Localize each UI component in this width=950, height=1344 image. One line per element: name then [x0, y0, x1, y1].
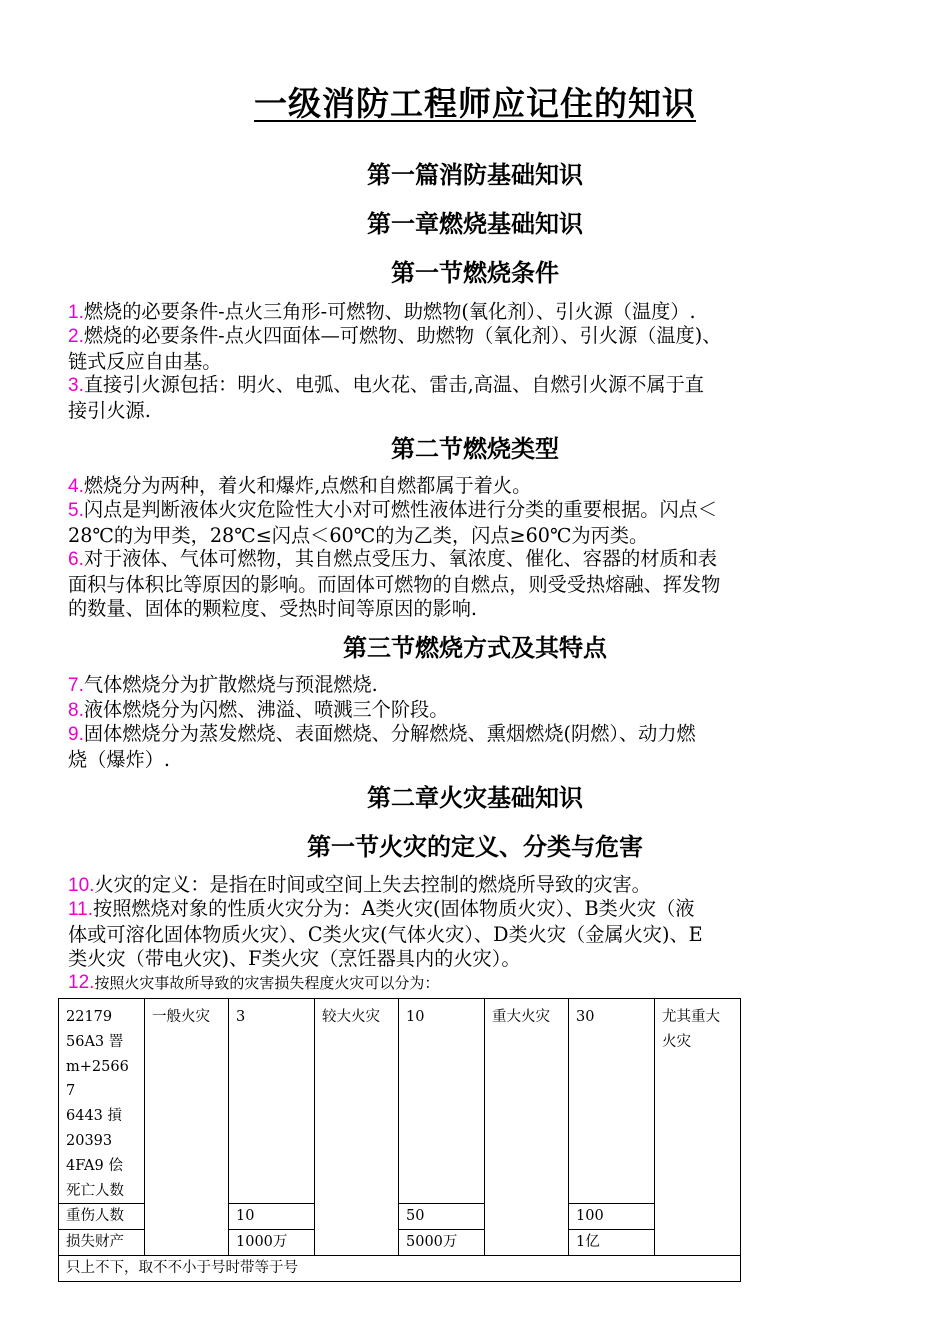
item-text-continued: 类火灾（带电火灾)、F类火灾（烹饪器具内的火灾）。 [68, 947, 521, 970]
list-item-2 [68, 324, 884, 374]
item-text-continued: 体或可溶化固体物质火灾）、C类火灾(气体火灾）、D类火灾（金属火灾)、E [68, 922, 703, 946]
list-item-12 [68, 971, 884, 995]
grade-larger: 较大火灾 [315, 999, 399, 1256]
item-text: 气体燃烧分为扩散燃烧与预混燃烧. [83, 673, 378, 696]
item-number: 6. [68, 549, 84, 570]
table-cell: 1亿 [569, 1230, 655, 1256]
fire-loss-grade-table [58, 998, 741, 1282]
property-loss-label: 损失财产 [59, 1230, 145, 1256]
list-item-1 [68, 300, 884, 326]
list-item-9 [68, 722, 884, 772]
section-1-1-heading: 第一节燃烧条件 [391, 259, 559, 287]
list-item-4 [68, 474, 884, 500]
chapter-2-heading: 第二章火灾基础知识 [367, 784, 583, 812]
table-cell: 30 [569, 999, 655, 1204]
table-cell: 3 [229, 999, 315, 1204]
grade-general: 一般火灾 [145, 999, 229, 1256]
item-number: 10. [68, 875, 95, 896]
list-item-11 [68, 897, 884, 972]
section-1-3-heading: 第三节燃烧方式及其特点 [343, 634, 607, 662]
item-text: 液体燃烧分为闪燃、沸溢、喷溅三个阶段。 [83, 698, 449, 721]
item-text: 闪点是判断液体火灾危险性大小对可燃性液体进行分类的重要根据。闪点＜ [83, 498, 718, 521]
grade-major: 重大火灾 [485, 999, 569, 1256]
table-cell: 1000万 [229, 1230, 315, 1256]
item-text: 按照燃烧对象的性质火灾分为：A类火灾(固体物质火灾）、B类火灾（液 [93, 897, 695, 920]
item-text-continued: 烧（爆炸）. [68, 747, 171, 771]
table-cell: 10 [229, 1204, 315, 1230]
item-number: 11. [68, 899, 94, 920]
item-number: 4. [68, 476, 84, 497]
item-text-continued: 接引火源. [68, 398, 151, 422]
table-cell: 50 [399, 1204, 485, 1230]
table-note: 只上不下，取不不小于号时带等于号 [59, 1256, 741, 1282]
item-text: 燃烧分为两种，着火和爆炸,点燃和自燃都属于着火。 [83, 474, 532, 497]
item-number: 1. [68, 302, 84, 323]
death-count-label: 死亡人数 [66, 1182, 124, 1199]
part-heading: 第一篇消防基础知识 [367, 161, 583, 189]
table-row [59, 1256, 741, 1282]
item-text: 燃烧的必要条件-点火三角形-可燃物、助燃物(氧化剂）、引火源（温度）. [83, 300, 696, 323]
section-2-1-heading: 第一节火灾的定义、分类与危害 [307, 833, 643, 861]
item-text: 直接引火源包括：明火、电弧、电火花、雷击,高温、自燃引火源不属于直 [83, 373, 704, 396]
item-text-continued: 链式反应自由基。 [68, 349, 222, 373]
item-text: 固体燃烧分为蒸发燃烧、表面燃烧、分解燃烧、熏烟燃烧(阴燃）、动力燃 [83, 722, 696, 745]
table-cell: 10 [399, 999, 485, 1204]
item-number: 3. [68, 375, 84, 396]
item-number: 2. [68, 326, 84, 347]
item-number: 7. [68, 675, 84, 696]
item-text-continued: 的数量、固体的颗粒度、受热时间等原因的影响. [68, 597, 478, 620]
table-cell: 5000万 [399, 1230, 485, 1256]
item-text-continued: 面积与体积比等原因的影响。而固体可燃物的自燃点，则受受热熔融、挥发物 [68, 572, 721, 596]
list-item-6 [68, 547, 884, 622]
item-number: 8. [68, 700, 84, 721]
item-text: 按照火灾事故所导致的灾害损失程度火灾可以分为： [94, 974, 440, 992]
list-item-7 [68, 673, 884, 699]
item-text: 对于液体、气体可燃物，其自燃点受压力、氧浓度、催化、容器的材质和表 [83, 547, 718, 570]
item-text: 燃烧的必要条件-点火四面体—可燃物、助燃物（氧化剂）、引火源（温度)、 [83, 324, 722, 347]
chapter-1-heading: 第一章燃烧基础知识 [367, 210, 583, 238]
list-item-8 [68, 698, 884, 724]
table-cell: 100 [569, 1204, 655, 1230]
injury-label: 重伤人数 [59, 1204, 145, 1230]
document-title: 一级消防工程师应记住的知识 [254, 84, 696, 123]
item-number: 12. [68, 972, 95, 993]
list-item-3 [68, 373, 884, 423]
list-item-10 [68, 873, 884, 899]
grade-especially-major: 尤其重大火灾 [655, 999, 741, 1256]
item-number: 9. [68, 724, 84, 745]
item-number: 5. [68, 500, 84, 521]
section-1-2-heading: 第二节燃烧类型 [391, 435, 559, 463]
list-item-5 [68, 498, 884, 548]
table-row [59, 999, 741, 1204]
header-cell: 22179 56A3 罯 m+25667 6443 摃 20393 4FA9 侩 死亡人数 [59, 999, 145, 1204]
item-text: 火灾的定义：是指在时间或空间上失去控制的燃烧所导致的灾害。 [94, 873, 651, 896]
item-text-continued: 28℃的为甲类，28℃≤闪点＜60℃的为乙类，闪点≥60℃为丙类。 [68, 523, 649, 547]
